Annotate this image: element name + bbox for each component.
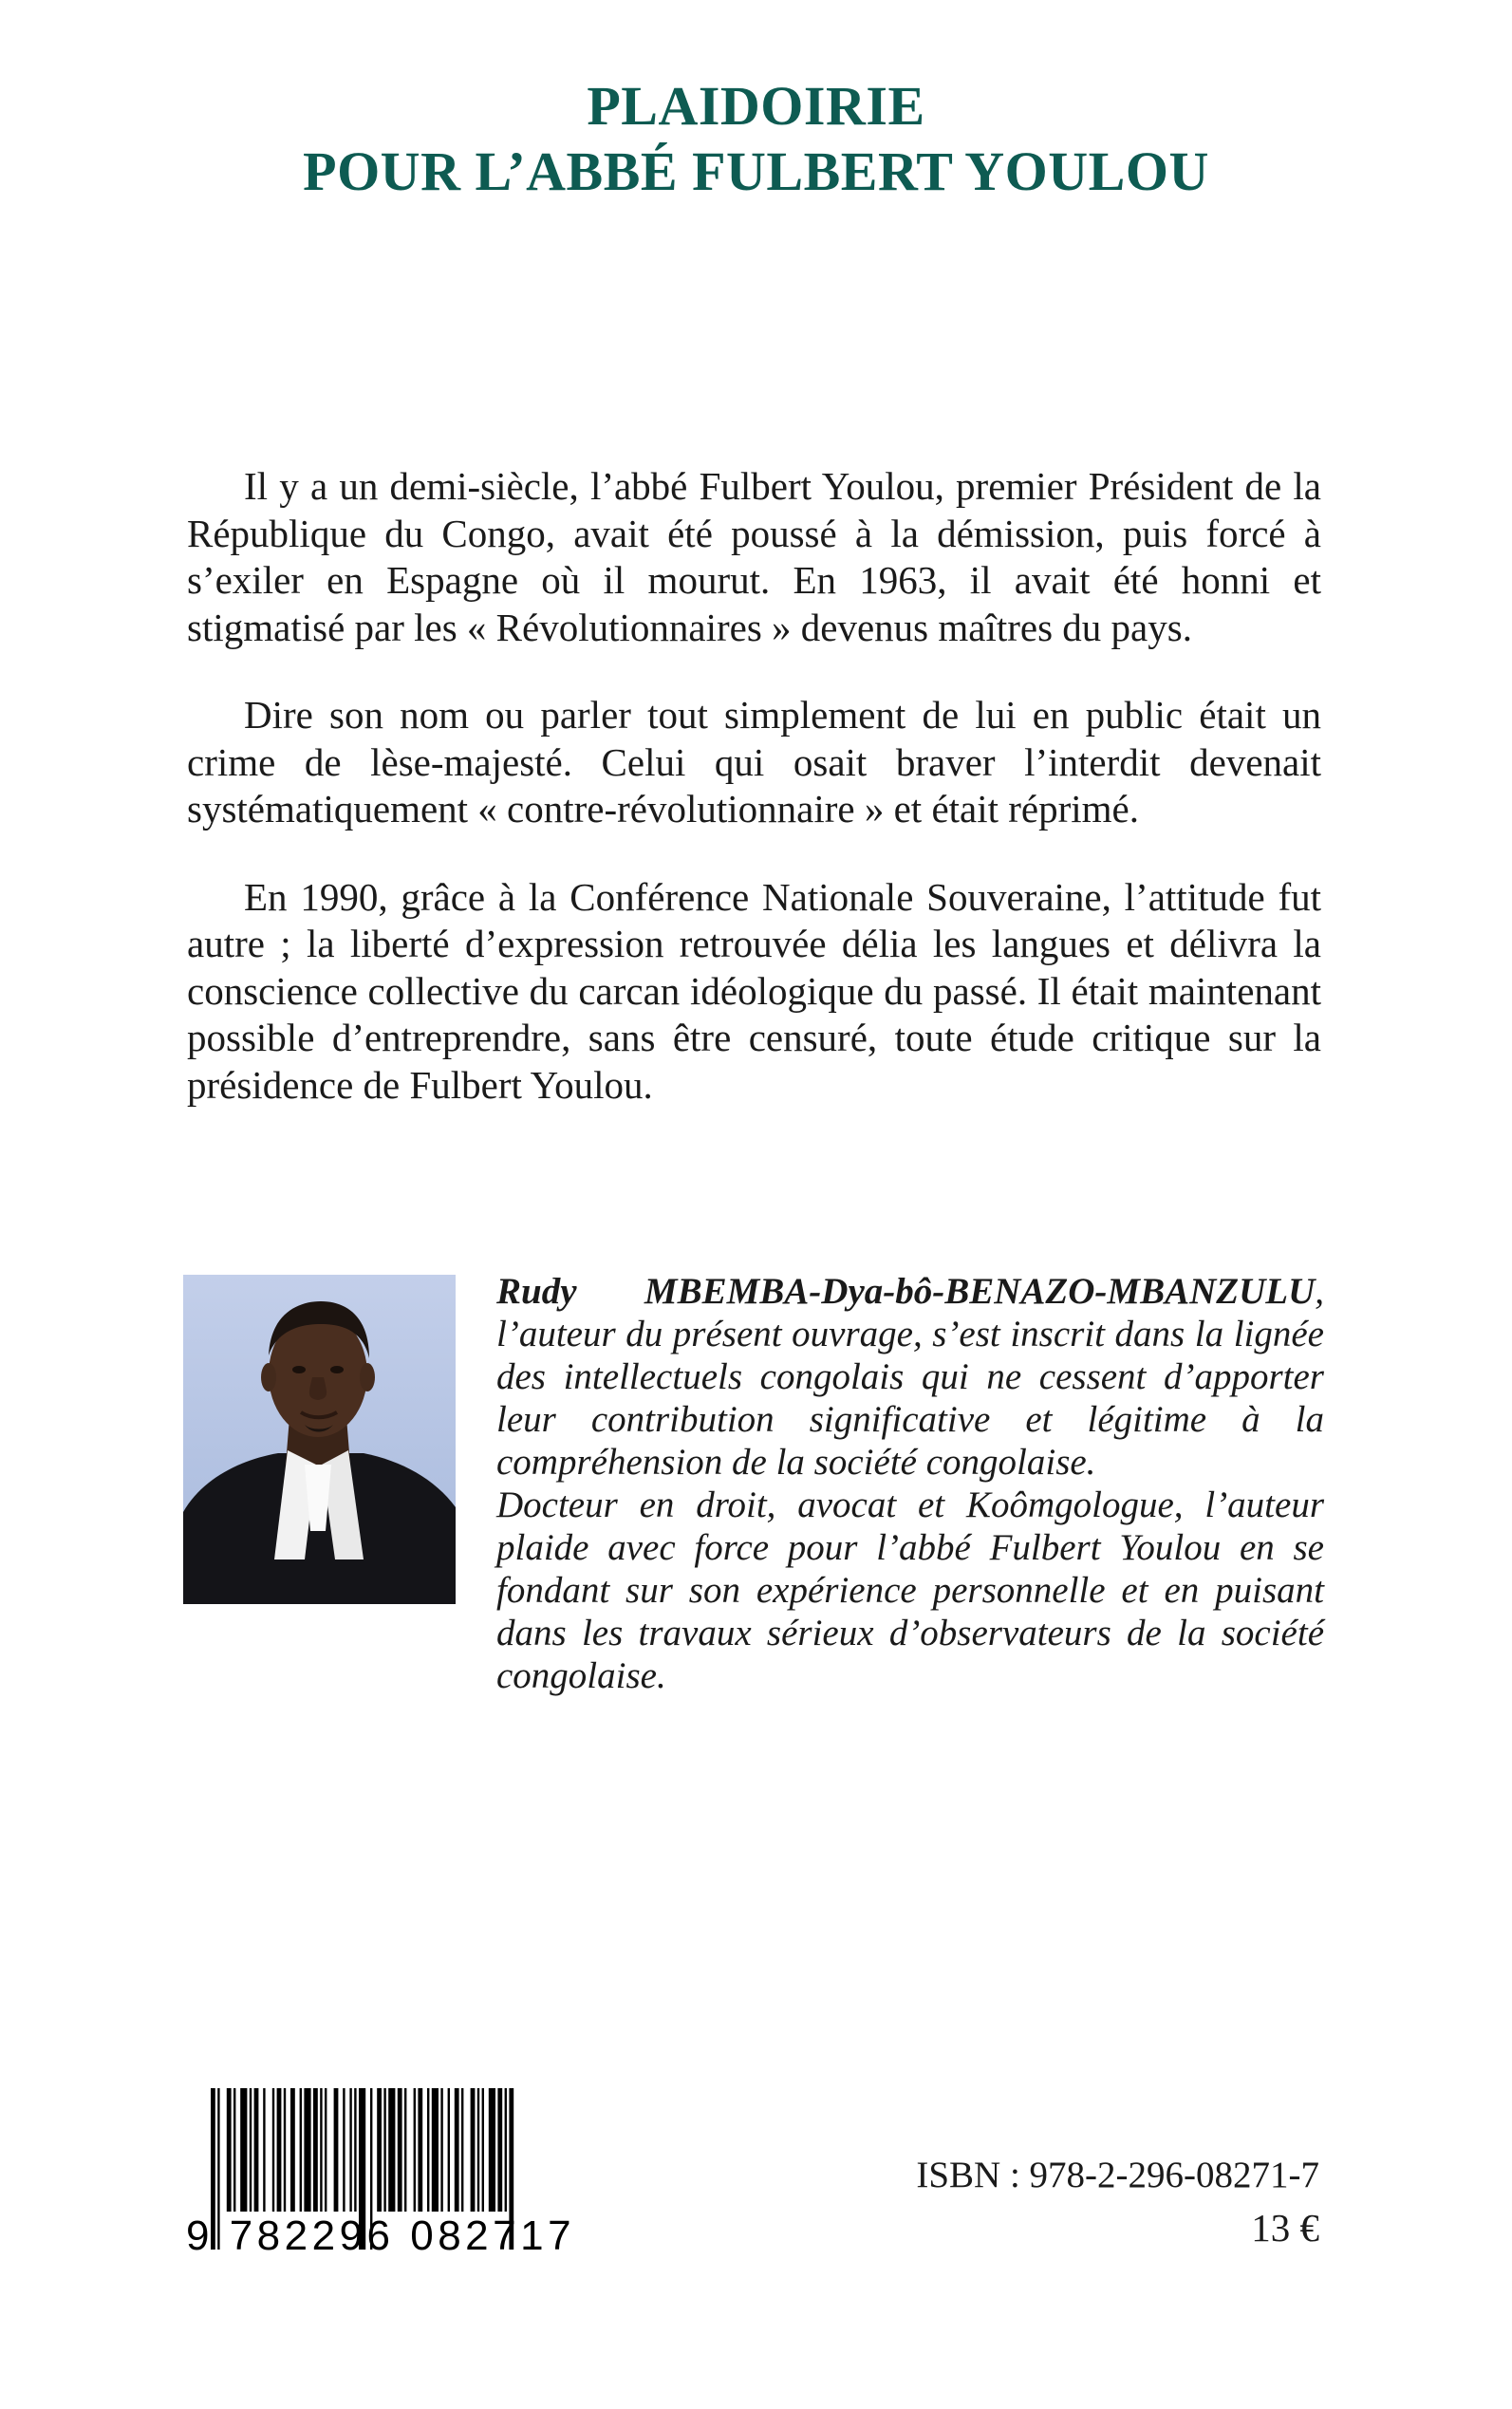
barcode-bar <box>263 2088 265 2212</box>
back-cover-blurb <box>187 463 1321 1149</box>
price: 13 € <box>1251 2206 1319 2250</box>
barcode-bar <box>320 2088 322 2212</box>
barcode-bar <box>432 2088 439 2212</box>
barcode-bar <box>383 2088 385 2212</box>
author-name: Rudy MBEMBA-Dya-bô-BENAZO-MBANZULU <box>496 1271 1316 1312</box>
barcode-bar <box>250 2088 252 2212</box>
author-photo <box>183 1275 456 1604</box>
barcode-bar <box>240 2088 247 2212</box>
book-title-line-1: PLAIDOIRIE <box>587 75 925 137</box>
author-bio-intro <box>496 1270 1324 1484</box>
barcode-bar <box>418 2088 422 2212</box>
blurb-paragraph: Il y a un demi-siècle, l’abbé Fulbert Youlou, premier Président de la République du Congo, avait été poussé à la démission, puis forcé à s’exiler en Espagne où il mourut. En 1963, il avait été honni et stigmatisé par les « Révolutionnaires » devenus maîtres du pays. <box>187 464 1321 649</box>
blurb-paragraph: Dire son nom ou parler tout simplement de lui en public était un crime de lèse-majesté. Celui qui osait braver l’interdit devenait systématiquement « contre-révolutionnaire » et était réprimé. <box>187 693 1321 831</box>
isbn: ISBN : 978-2-296-08271-7 <box>916 2155 1319 2195</box>
barcode-bar <box>354 2088 356 2212</box>
barcode-bar <box>414 2088 416 2212</box>
blurb-paragraph: En 1990, grâce à la Conférence Nationale Souveraine, l’attitude fut autre ; la liberté d’expression retrouvée délia les langues et délivra la conscience collective du carcan idéologique du passé. Il était maintenant possible d’entreprendre, sans être censuré, toute étude critique sur la présidence de Fulbert Youlou. <box>187 874 1321 1107</box>
barcode-bar <box>290 2088 295 2212</box>
barcode-bar <box>233 2088 235 2212</box>
barcode-bar <box>477 2088 479 2212</box>
barcode-bar <box>471 2088 476 2212</box>
barcode-bar <box>497 2088 502 2212</box>
barcode-bar <box>440 2088 442 2212</box>
book-title-line-2: POUR L’ABBÉ FULBERT YOULOU <box>303 140 1209 202</box>
barcode-bar <box>349 2088 351 2212</box>
barcode-bar <box>455 2088 459 2212</box>
barcode-bar <box>482 2088 484 2212</box>
barcode-bar <box>505 2088 507 2212</box>
barcode-bar <box>277 2088 282 2212</box>
barcode-bar <box>334 2088 339 2212</box>
barcode-bar <box>284 2088 286 2212</box>
author-bio-part-1: , l’auteur du présent ouvrage, s’est inscrit dans la lignée des intellectuels congolais qui ne cessent d’apporter leur contribution significative et légitime à la compréhension de la société congolaise. <box>496 1271 1324 1483</box>
barcode-bar <box>325 2088 327 2212</box>
author-portrait-illustration <box>183 1275 456 1604</box>
barcode-bar <box>343 2088 345 2212</box>
barcode-bar <box>388 2088 395 2212</box>
barcode-bar <box>489 2088 495 2212</box>
barcode-bar <box>313 2088 318 2212</box>
barcode-bar <box>300 2088 302 2212</box>
barcode-digits: 9 782296 082717 <box>186 2213 576 2259</box>
barcode-bar <box>254 2088 259 2212</box>
barcode-bar <box>404 2088 406 2212</box>
author-biography <box>496 1270 1324 1697</box>
barcode-bar <box>377 2088 382 2212</box>
barcode-bar <box>461 2088 463 2212</box>
barcode-bar <box>427 2088 429 2212</box>
barcode-bar <box>448 2088 450 2212</box>
barcode-bar <box>227 2088 232 2212</box>
barcode-bar <box>398 2088 402 2212</box>
barcode-bar <box>272 2088 274 2212</box>
author-bio-part-2: Docteur en droit, avocat et Koômgologue, l’auteur plaide avec force pour l’abbé Fulbert Youlou en se fondant sur son expérience personnelle et en puisant dans les travaux sérieux d’observateurs de la société congolaise. <box>496 1485 1324 1696</box>
barcode-bar <box>304 2088 310 2212</box>
